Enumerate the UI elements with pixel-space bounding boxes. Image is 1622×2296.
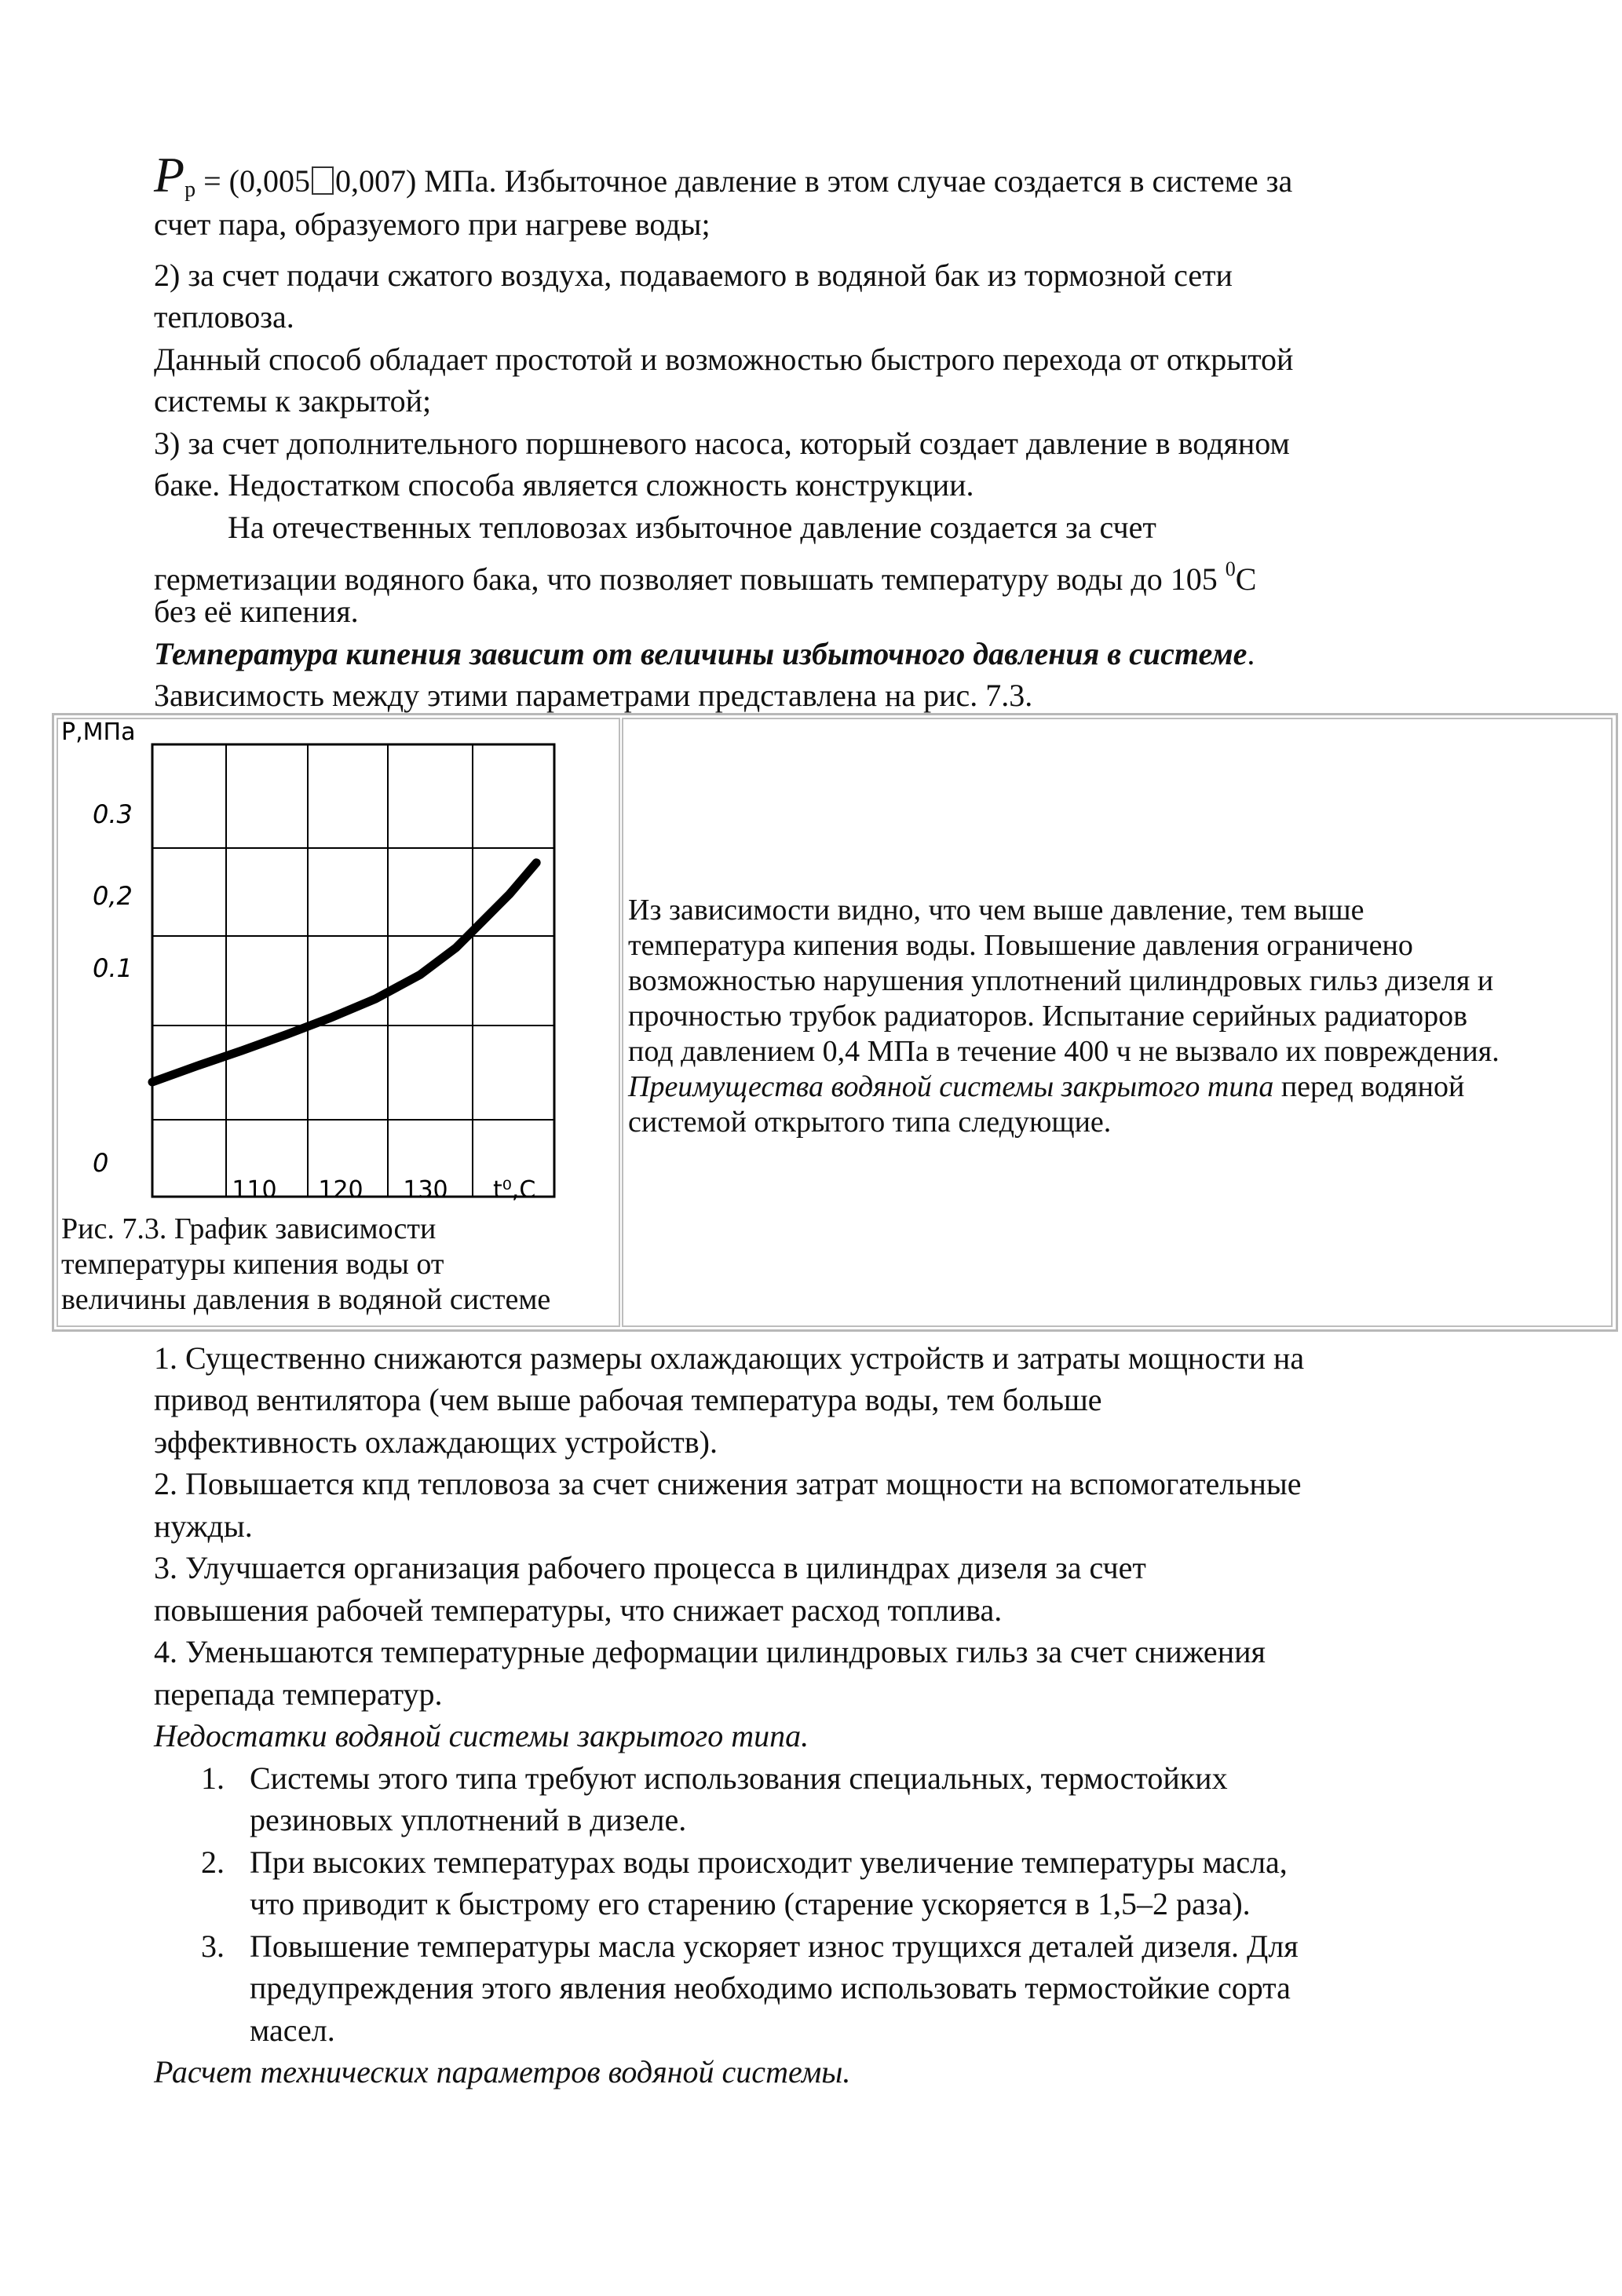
figure-caption-line: температуры кипения воды от xyxy=(61,1248,444,1281)
list-item-line: что приводит к быстрому его старению (старение ускоряется в 1,5–2 раза). xyxy=(250,1886,1251,1921)
paragraph-line: без её кипения. xyxy=(154,594,359,629)
bold-italic-text: Температура кипения зависит от величины избыточного давления в системе xyxy=(154,636,1248,671)
side-text-line: возможностью нарушения уплотнений цилиндровых гильз дизеля и xyxy=(628,964,1494,997)
x-axis-label: t⁰,С xyxy=(493,1176,536,1204)
y-tick-label: 0.3 xyxy=(93,799,133,829)
advantage-line: нужды. xyxy=(154,1508,253,1544)
final-heading: Расчет технических параметров водяной системы. xyxy=(154,2054,851,2089)
advantage-line: 1. Существенно снижаются размеры охлаждающих устройств и затраты мощности на xyxy=(154,1340,1305,1376)
y-axis-label: Р,МПа xyxy=(61,718,136,746)
disadvantages-heading: Недостатки водяной системы закрытого типа. xyxy=(154,1718,809,1753)
text-line: 3) за счет дополнительного поршневого насоса, который создает давление в водяном xyxy=(154,426,1290,461)
advantage-line: эффективность охлаждающих устройств). xyxy=(154,1424,718,1460)
chart-grid xyxy=(152,744,554,1197)
list-item-line: Повышение температуры масла ускоряет износ трущихся деталей дизеля. Для xyxy=(250,1929,1299,1964)
pressure-formula-line xyxy=(154,147,1293,211)
y-tick-label: 0 xyxy=(93,1148,109,1178)
pressure-symbol: P xyxy=(154,147,185,203)
list-item-line: предупреждения этого явления необходимо использовать термостойкие сорта xyxy=(250,1970,1291,2005)
list-number: 1. xyxy=(201,1760,225,1796)
advantage-line: 3. Улучшается организация рабочего процесса в цилиндрах дизеля за счет xyxy=(154,1550,1146,1585)
list-number: 3. xyxy=(201,1929,225,1964)
text-line: системы к закрытой; xyxy=(154,383,432,419)
list-item-line: При высоких температурах воды происходит увеличение температуры масла, xyxy=(250,1844,1288,1880)
figure-caption-line: Рис. 7.3. График зависимости xyxy=(61,1212,437,1245)
text-line: тепловоза. xyxy=(154,299,294,335)
figure-caption-line: величины давления в водяной системе xyxy=(61,1283,551,1316)
text-line: счет пара, образуемого при нагреве воды; xyxy=(154,207,711,242)
side-text-rest: перед водяной xyxy=(1273,1070,1465,1103)
advantage-line: перепада температур. xyxy=(154,1676,443,1712)
boiling-temperature-chart xyxy=(57,718,620,1220)
x-tick-label: 120 xyxy=(318,1176,363,1204)
chart-labels xyxy=(61,718,535,1204)
bold-statement xyxy=(154,633,1255,675)
advantage-line: 2. Повышается кпд тепловоза за счет снижения затрат мощности на вспомогательные xyxy=(154,1466,1302,1501)
list-item-line: Системы этого типа требуют использования специальных, термостойких xyxy=(250,1760,1228,1796)
y-tick-label: 0.1 xyxy=(93,953,133,983)
advantage-line: привод вентилятора (чем выше рабочая температура воды, тем больше xyxy=(154,1382,1102,1417)
advantages-italic: Преимущества водяной системы закрытого типа xyxy=(628,1070,1274,1103)
figure-reference-line: Зависимость между этими параметрами представлена на рис. 7.3. xyxy=(154,678,1033,713)
side-text-line: прочностью трубок радиаторов. Испытание серийных радиаторов xyxy=(628,1000,1468,1033)
list-item-line: масел. xyxy=(250,2013,335,2048)
side-text-line: под давлением 0,4 МПа в течение 400 ч не вызвало их повреждения. xyxy=(628,1035,1500,1068)
side-text-line: системой открытого типа следующие. xyxy=(628,1106,1112,1139)
pressure-range-end: 0,007) МПа. Избыточное давление в этом случае создается в системе за xyxy=(334,163,1293,199)
advantage-line: повышения рабочей температуры, что снижает расход топлива. xyxy=(154,1592,1003,1628)
missing-glyph-box xyxy=(312,166,334,195)
side-text-line xyxy=(628,1069,1464,1105)
degree-superscript: 0 xyxy=(1225,558,1236,580)
plot-frame xyxy=(152,744,554,1197)
paragraph-line: На отечественных тепловозах избыточное давление создается за счет xyxy=(228,510,1156,545)
text-line: 2) за счет подачи сжатого воздуха, подаваемого в водяной бак из тормозной сети xyxy=(154,258,1233,293)
list-number: 2. xyxy=(201,1844,225,1880)
paragraph-text: герметизации водяного бака, что позволяет повышать температуру воды до 105 xyxy=(154,561,1226,597)
y-tick-label: 0,2 xyxy=(93,881,133,911)
x-tick-label: 130 xyxy=(403,1176,448,1204)
advantage-line: 4. Уменьшаются температурные деформации цилиндровых гильз за счет снижения xyxy=(154,1634,1266,1669)
text-line: Данный способ обладает простотой и возможностью быстрого перехода от открытой xyxy=(154,342,1294,377)
side-text-line: температура кипения воды. Повышение давления ограничено xyxy=(628,929,1413,962)
list-item-line: резиновых уплотнений в дизеле. xyxy=(250,1802,687,1837)
period: . xyxy=(1247,636,1255,671)
celsius-unit: С xyxy=(1235,561,1257,597)
side-text-line: Из зависимости видно, что чем выше давление, тем выше xyxy=(628,894,1364,927)
pressure-range-start: = (0,005 xyxy=(195,163,310,199)
x-tick-label: 110 xyxy=(232,1176,277,1204)
pressure-curve xyxy=(152,863,536,1082)
pressure-subscript: р xyxy=(184,177,196,202)
text-line: баке. Недостатком способа является сложность конструкции. xyxy=(154,467,974,503)
